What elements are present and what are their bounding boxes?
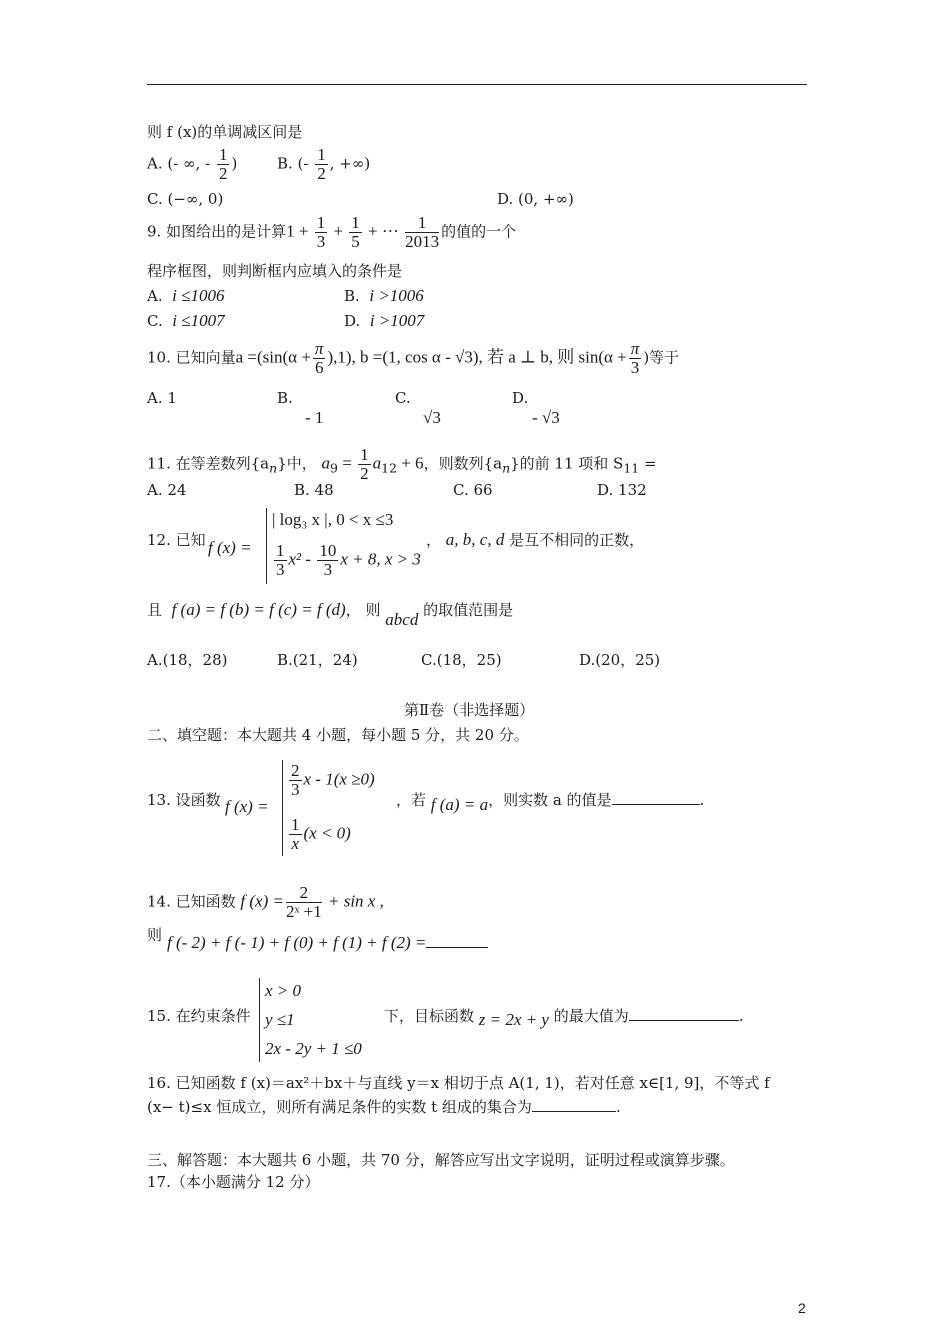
q14-expr: f (- 2) + f (- 1) + f (0) + f (1) + f (2) =	[167, 933, 488, 953]
q12-fx: f (x) =	[208, 538, 252, 557]
q15-prefix: 15. 在约束条件	[147, 1007, 251, 1025]
q12-option-c: C.(18，25)	[421, 651, 502, 669]
q13-prefix: 13. 设函数	[147, 791, 221, 809]
q13-fx: f (x) =	[225, 797, 269, 816]
q9-stem: 9. 如图给出的是计算1 + $\frac{1}{3}$ + $\frac{1}{5}$ + ··· $\frac{1}{2013}$ 的值的一个	[147, 213, 517, 251]
q8-option-a: A. (- ∞, - $\frac{1}{2}$ )	[147, 145, 238, 183]
q15-row2: y ≤1	[265, 1010, 295, 1029]
q13-row1: $\frac{2}{3}$ x - 1(x ≥0)	[291, 761, 375, 799]
q13-row2: $\frac{1}{x}$ (x < 0)	[291, 815, 351, 853]
q14-stem: 14. 已知函数 f (x) = $\frac{2}{\text{2ˣ +1}}$ + sin x ,	[147, 883, 384, 921]
q9-stem-line2: 程序框图，则判断框内应填入的条件是	[147, 262, 403, 280]
q15-row1: x > 0	[265, 981, 302, 1000]
q9-option-c: C. i ≤1007	[147, 311, 225, 330]
q12-tail: ， a, b, c, d 是互不相同的正数，	[426, 530, 645, 549]
q16-line1: 16. 已知函数 f (x)＝ax²＋bx＋与直线 y＝x 相切于点 A(1, 1)，若对任意 x∈[1, 9]，不等式 f	[147, 1074, 770, 1092]
q8-option-d: D. (0, +∞)	[497, 190, 574, 208]
part2-heading: 二、填空题：本大题共 4 小题，每小题 5 分，共 20 分。	[147, 726, 529, 744]
q13-tail: ，若 f (a) = a，则实数 a 的值是 .	[396, 791, 705, 814]
part2-title: 第Ⅱ卷（非选择题）	[404, 701, 535, 719]
q12-option-b: B.(21，24)	[277, 651, 358, 669]
q10-option-c: C. √3	[395, 389, 441, 427]
q8-option-c: C. (−∞, 0)	[147, 190, 224, 208]
q10-option-d: D. - √3	[512, 389, 560, 427]
q11-option-c: C. 66	[453, 481, 493, 499]
q13-brace	[282, 760, 283, 856]
q11-option-a: A. 24	[147, 481, 187, 499]
q10-option-a: A. 1	[147, 389, 177, 407]
q12-row2: $\frac{1}{3}$ x² - $\frac{10}{3}$ x + 8, x > 3	[276, 541, 421, 579]
part3-heading: 三、解答题：本大题共 6 小题，共 70 分，解答应写出文字说明，证明过程或演算步骤。	[147, 1151, 735, 1169]
q8-stem: 则 f (x)的单调减区间是	[147, 123, 303, 141]
q10-stem: 10. 已知向量a =(sin(α + $\frac{\pi}{6}$ ),1), b =(1, cos α - √3), 若 a ⊥ b, 则 sin(α + $\frac{\pi}{3}$ )等于	[147, 339, 680, 377]
q12-option-d: D.(20，25)	[579, 651, 661, 669]
q14-line2: 则	[147, 926, 163, 944]
q12-brace	[266, 508, 267, 584]
q9-option-a: A. i ≤1006	[147, 286, 225, 305]
q11-option-b: B. 48	[294, 481, 334, 499]
q16-line2: (x− t)≤x 恒成立，则所有满足条件的实数 t 组成的集合为 .	[147, 1098, 621, 1116]
page-number: 2	[798, 1300, 806, 1316]
q11-option-d: D. 132	[597, 481, 647, 499]
q15-row3: 2x - 2y + 1 ≤0	[265, 1039, 362, 1058]
q10-option-b: B. - 1	[277, 389, 324, 427]
q9-option-b: B. i >1006	[344, 286, 424, 305]
q15-tail: 下，目标函数 z = 2x + y 的最大值为 .	[384, 1007, 744, 1029]
q12-prefix: 12. 已知	[147, 531, 206, 549]
header-rule	[147, 84, 807, 85]
q15-brace	[259, 978, 260, 1062]
q12-option-a: A.(18，28)	[147, 651, 228, 669]
q17-title: 17.（本小题满分 12 分）	[147, 1173, 320, 1191]
q8-option-b: B. (- $\frac{1}{2}$ , +∞)	[277, 145, 371, 183]
q11-stem: 11. 在等差数列$\{a_n\}$中， $a_9$ = $\frac{1}{2}$ $a_{12} + 6$，则数列$\{a_n\}$的前 11 项和 $S_{11}$ =	[147, 445, 657, 483]
q9-option-d: D. i >1007	[344, 311, 425, 330]
q12-row1: | log₃ x |, 0 < x ≤3	[272, 510, 394, 529]
q12-line2: 且 f (a) = f (b) = f (c) = f (d)， 则 abcd 的取值范围是	[147, 600, 514, 629]
